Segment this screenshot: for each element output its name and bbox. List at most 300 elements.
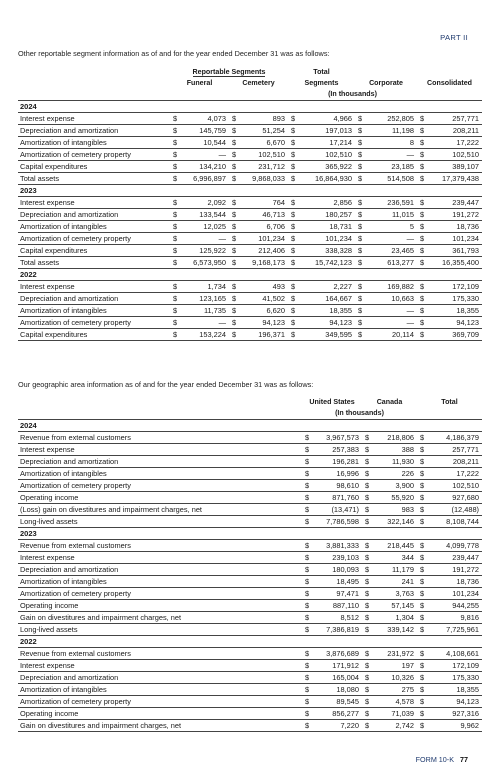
cell-value: (13,471) <box>313 504 362 516</box>
dollar-sign: $ <box>417 648 428 660</box>
row-label: Amortization of intangibles <box>18 684 302 696</box>
cell-value: 94,123 <box>240 317 288 329</box>
dollar-sign: $ <box>170 149 181 161</box>
cell-value: 133,544 <box>181 209 229 221</box>
column-header-consolidated: Consolidated <box>427 79 472 87</box>
dollar-sign: $ <box>355 125 366 137</box>
cell-value: 8,512 <box>313 612 362 624</box>
dollar-sign: $ <box>355 305 366 317</box>
dollar-sign: $ <box>170 113 181 125</box>
cell-value: 101,234 <box>299 233 355 245</box>
cell-value: 164,667 <box>299 293 355 305</box>
cell-value: 4,108,661 <box>428 648 482 660</box>
cell-value: — <box>366 149 417 161</box>
cell-value: 17,379,438 <box>428 173 482 185</box>
dollar-sign: $ <box>170 161 181 173</box>
cell-value: 57,145 <box>373 600 417 612</box>
dollar-sign: $ <box>288 113 299 125</box>
table-row <box>18 113 482 125</box>
cell-value: 8 <box>366 137 417 149</box>
column-header-segments: Segments <box>304 79 339 87</box>
dollar-sign: $ <box>302 432 313 444</box>
dollar-sign: $ <box>170 317 181 329</box>
table-row <box>18 456 482 468</box>
dollar-sign: $ <box>302 588 313 600</box>
cell-value: 3,876,689 <box>313 648 362 660</box>
dollar-sign: $ <box>362 564 373 576</box>
dollar-sign: $ <box>417 125 428 137</box>
table-row <box>18 504 482 516</box>
cell-value: 493 <box>240 281 288 293</box>
dollar-sign: $ <box>355 137 366 149</box>
cell-value: 2,742 <box>373 720 417 732</box>
cell-value: 11,930 <box>373 456 417 468</box>
cell-value: 123,165 <box>181 293 229 305</box>
cell-value: 338,328 <box>299 245 355 257</box>
cell-value: 389,107 <box>428 161 482 173</box>
row-label: Depreciation and amortization <box>18 672 302 684</box>
table-row <box>18 672 482 684</box>
cell-value: 4,073 <box>181 113 229 125</box>
cell-value: 180,257 <box>299 209 355 221</box>
cell-value: 257,771 <box>428 444 482 456</box>
dollar-sign: $ <box>302 672 313 684</box>
cell-value: 365,922 <box>299 161 355 173</box>
dollar-sign: $ <box>288 209 299 221</box>
row-label: Amortization of cemetery property <box>18 149 170 161</box>
dollar-sign: $ <box>362 660 373 672</box>
dollar-sign: $ <box>229 161 240 173</box>
table-row <box>18 552 482 564</box>
cell-value: 101,234 <box>428 233 482 245</box>
table-row <box>18 173 482 185</box>
page-number: 77 <box>460 755 468 764</box>
dollar-sign: $ <box>302 708 313 720</box>
cell-value: 165,004 <box>313 672 362 684</box>
cell-value: 893 <box>240 113 288 125</box>
cell-value: 94,123 <box>299 317 355 329</box>
cell-value: 102,510 <box>240 149 288 161</box>
cell-value: 361,793 <box>428 245 482 257</box>
dollar-sign: $ <box>417 197 428 209</box>
year-label: 2024 <box>18 420 482 432</box>
cell-value: 208,211 <box>428 125 482 137</box>
dollar-sign: $ <box>355 161 366 173</box>
dollar-sign: $ <box>229 233 240 245</box>
row-label: Depreciation and amortization <box>18 456 302 468</box>
geo-intro-text: Our geographic area information as of and for the year ended December 31 was as follows: <box>18 380 314 389</box>
cell-value: 171,912 <box>313 660 362 672</box>
row-label: Amortization of cemetery property <box>18 233 170 245</box>
row-label: (Loss) gain on divestitures and impairment charges, net <box>18 504 302 516</box>
segment-intro-text: Other reportable segment information as of and for the year ended December 31 was as follows: <box>18 49 330 58</box>
dollar-sign: $ <box>362 696 373 708</box>
row-label: Amortization of intangibles <box>18 576 302 588</box>
row-label: Amortization of intangibles <box>18 468 302 480</box>
table-row <box>18 516 482 528</box>
units-label: (In thousands) <box>328 90 377 98</box>
dollar-sign: $ <box>417 660 428 672</box>
dollar-sign: $ <box>288 329 299 341</box>
dollar-sign: $ <box>355 293 366 305</box>
table-row <box>18 612 482 624</box>
cell-value: 7,386,819 <box>313 624 362 636</box>
total-header: Total <box>313 68 330 76</box>
dollar-sign: $ <box>362 672 373 684</box>
dollar-sign: $ <box>417 672 428 684</box>
cell-value: 887,110 <box>313 600 362 612</box>
row-label: Interest expense <box>18 113 170 125</box>
dollar-sign: $ <box>417 720 428 732</box>
year-header-row <box>18 185 482 197</box>
year-label: 2023 <box>18 528 482 540</box>
row-label: Amortization of cemetery property <box>18 317 170 329</box>
part-label: PART II <box>440 33 468 42</box>
cell-value: 6,573,950 <box>181 257 229 269</box>
cell-value: 16,996 <box>313 468 362 480</box>
dollar-sign: $ <box>362 540 373 552</box>
cell-value: 2,856 <box>299 197 355 209</box>
dollar-sign: $ <box>170 125 181 137</box>
row-label: Amortization of intangibles <box>18 221 170 233</box>
cell-value: 20,114 <box>366 329 417 341</box>
dollar-sign: $ <box>229 329 240 341</box>
row-label: Amortization of intangibles <box>18 305 170 317</box>
cell-value: — <box>366 305 417 317</box>
cell-value: 4,099,778 <box>428 540 482 552</box>
row-label: Interest expense <box>18 281 170 293</box>
dollar-sign: $ <box>229 173 240 185</box>
cell-value: 856,277 <box>313 708 362 720</box>
dollar-sign: $ <box>170 137 181 149</box>
cell-value: 231,712 <box>240 161 288 173</box>
dollar-sign: $ <box>302 504 313 516</box>
dollar-sign: $ <box>417 708 428 720</box>
table-row <box>18 492 482 504</box>
table-row <box>18 564 482 576</box>
cell-value: 98,610 <box>313 480 362 492</box>
row-label: Interest expense <box>18 197 170 209</box>
row-label: Depreciation and amortization <box>18 209 170 221</box>
cell-value: 208,211 <box>428 456 482 468</box>
cell-value: 17,222 <box>428 468 482 480</box>
dollar-sign: $ <box>362 432 373 444</box>
dollar-sign: $ <box>229 221 240 233</box>
dollar-sign: $ <box>288 305 299 317</box>
dollar-sign: $ <box>417 173 428 185</box>
cell-value: 10,663 <box>366 293 417 305</box>
dollar-sign: $ <box>355 149 366 161</box>
table-row <box>18 125 482 137</box>
cell-value: 239,447 <box>428 552 482 564</box>
cell-value: — <box>181 233 229 245</box>
dollar-sign: $ <box>170 233 181 245</box>
row-label: Interest expense <box>18 660 302 672</box>
cell-value: 241 <box>373 576 417 588</box>
row-label: Interest expense <box>18 552 302 564</box>
dollar-sign: $ <box>362 468 373 480</box>
row-label: Long-lived assets <box>18 516 302 528</box>
dollar-sign: $ <box>170 281 181 293</box>
dollar-sign: $ <box>302 492 313 504</box>
cell-value: 9,168,173 <box>240 257 288 269</box>
cell-value: 16,864,930 <box>299 173 355 185</box>
cell-value: 18,355 <box>428 684 482 696</box>
cell-value: 239,103 <box>313 552 362 564</box>
cell-value: 23,185 <box>366 161 417 173</box>
dollar-sign: $ <box>417 612 428 624</box>
row-label: Revenue from external customers <box>18 432 302 444</box>
dollar-sign: $ <box>417 281 428 293</box>
row-label: Depreciation and amortization <box>18 564 302 576</box>
cell-value: 339,142 <box>373 624 417 636</box>
column-header-funeral: Funeral <box>186 79 213 87</box>
cell-value: 927,316 <box>428 708 482 720</box>
dollar-sign: $ <box>362 624 373 636</box>
cell-value: — <box>181 317 229 329</box>
table-row <box>18 588 482 600</box>
cell-value: 191,272 <box>428 564 482 576</box>
row-label: Capital expenditures <box>18 161 170 173</box>
cell-value: 871,760 <box>313 492 362 504</box>
cell-value: 6,670 <box>240 137 288 149</box>
year-label: 2023 <box>18 185 482 197</box>
dollar-sign: $ <box>355 221 366 233</box>
dollar-sign: $ <box>302 600 313 612</box>
table-row <box>18 317 482 329</box>
dollar-sign: $ <box>417 137 428 149</box>
dollar-sign: $ <box>362 708 373 720</box>
cell-value: 257,383 <box>313 444 362 456</box>
dollar-sign: $ <box>417 257 428 269</box>
dollar-sign: $ <box>229 257 240 269</box>
cell-value: 349,595 <box>299 329 355 341</box>
cell-value: 12,025 <box>181 221 229 233</box>
row-label: Total assets <box>18 173 170 185</box>
page-footer <box>416 755 468 764</box>
cell-value: 944,255 <box>428 600 482 612</box>
dollar-sign: $ <box>362 588 373 600</box>
cell-value: 275 <box>373 684 417 696</box>
cell-value: 102,510 <box>428 480 482 492</box>
dollar-sign: $ <box>302 468 313 480</box>
cell-value: 9,816 <box>428 612 482 624</box>
dollar-sign: $ <box>229 245 240 257</box>
year-header-row <box>18 528 482 540</box>
dollar-sign: $ <box>417 161 428 173</box>
dollar-sign: $ <box>417 564 428 576</box>
cell-value: 18,495 <box>313 576 362 588</box>
dollar-sign: $ <box>288 161 299 173</box>
cell-value: 322,146 <box>373 516 417 528</box>
cell-value: 7,220 <box>313 720 362 732</box>
cell-value: 94,123 <box>428 696 482 708</box>
cell-value: 101,234 <box>428 588 482 600</box>
dollar-sign: $ <box>417 245 428 257</box>
table-row <box>18 696 482 708</box>
dollar-sign: $ <box>302 540 313 552</box>
row-label: Depreciation and amortization <box>18 293 170 305</box>
dollar-sign: $ <box>288 125 299 137</box>
cell-value: 983 <box>373 504 417 516</box>
dollar-sign: $ <box>170 173 181 185</box>
row-label: Revenue from external customers <box>18 648 302 660</box>
column-header-canada: Canada <box>376 398 403 406</box>
dollar-sign: $ <box>362 456 373 468</box>
cell-value: — <box>366 233 417 245</box>
dollar-sign: $ <box>355 197 366 209</box>
cell-value: 23,465 <box>366 245 417 257</box>
dollar-sign: $ <box>362 480 373 492</box>
dollar-sign: $ <box>288 173 299 185</box>
dollar-sign: $ <box>229 209 240 221</box>
dollar-sign: $ <box>288 317 299 329</box>
dollar-sign: $ <box>355 113 366 125</box>
dollar-sign: $ <box>302 552 313 564</box>
year-label: 2022 <box>18 636 482 648</box>
cell-value: 196,281 <box>313 456 362 468</box>
dollar-sign: $ <box>417 624 428 636</box>
table-row <box>18 660 482 672</box>
cell-value: 613,277 <box>366 257 417 269</box>
cell-value: 11,179 <box>373 564 417 576</box>
dollar-sign: $ <box>355 245 366 257</box>
table-row <box>18 305 482 317</box>
row-label: Gain on divestitures and impairment charges, net <box>18 612 302 624</box>
row-label: Operating income <box>18 600 302 612</box>
table-row <box>18 708 482 720</box>
cell-value: 102,510 <box>299 149 355 161</box>
cell-value: 9,868,033 <box>240 173 288 185</box>
table-row <box>18 197 482 209</box>
dollar-sign: $ <box>302 720 313 732</box>
dollar-sign: $ <box>362 504 373 516</box>
dollar-sign: $ <box>288 221 299 233</box>
dollar-sign: $ <box>229 125 240 137</box>
table-row <box>18 480 482 492</box>
cell-value: 3,900 <box>373 480 417 492</box>
cell-value: 94,123 <box>428 317 482 329</box>
year-header-row <box>18 101 482 113</box>
cell-value: 1,734 <box>181 281 229 293</box>
cell-value: 344 <box>373 552 417 564</box>
cell-value: 102,510 <box>428 149 482 161</box>
dollar-sign: $ <box>417 552 428 564</box>
cell-value: 196,371 <box>240 329 288 341</box>
cell-value: 218,445 <box>373 540 417 552</box>
dollar-sign: $ <box>302 612 313 624</box>
table-row <box>18 468 482 480</box>
cell-value: 257,771 <box>428 113 482 125</box>
row-label: Depreciation and amortization <box>18 125 170 137</box>
cell-value: 191,272 <box>428 209 482 221</box>
cell-value: 197,013 <box>299 125 355 137</box>
dollar-sign: $ <box>229 281 240 293</box>
segment-table <box>18 67 482 341</box>
dollar-sign: $ <box>302 684 313 696</box>
dollar-sign: $ <box>417 480 428 492</box>
year-header-row <box>18 636 482 648</box>
year-header-row <box>18 269 482 281</box>
dollar-sign: $ <box>170 209 181 221</box>
dollar-sign: $ <box>417 492 428 504</box>
cell-value: 175,330 <box>428 293 482 305</box>
table-row <box>18 684 482 696</box>
cell-value: 2,227 <box>299 281 355 293</box>
cell-value: 3,881,333 <box>313 540 362 552</box>
dollar-sign: $ <box>302 576 313 588</box>
cell-value: 18,731 <box>299 221 355 233</box>
dollar-sign: $ <box>355 209 366 221</box>
dollar-sign: $ <box>170 221 181 233</box>
dollar-sign: $ <box>417 113 428 125</box>
dollar-sign: $ <box>229 197 240 209</box>
table-row <box>18 209 482 221</box>
cell-value: 51,254 <box>240 125 288 137</box>
dollar-sign: $ <box>302 480 313 492</box>
cell-value: 6,706 <box>240 221 288 233</box>
segment-units-row <box>18 89 482 101</box>
cell-value: 46,713 <box>240 209 288 221</box>
year-header-row <box>18 420 482 432</box>
dollar-sign: $ <box>362 552 373 564</box>
table-row <box>18 281 482 293</box>
cell-value: 153,224 <box>181 329 229 341</box>
cell-value: 514,508 <box>366 173 417 185</box>
dollar-sign: $ <box>417 600 428 612</box>
cell-value: 9,962 <box>428 720 482 732</box>
dollar-sign: $ <box>417 540 428 552</box>
dollar-sign: $ <box>417 444 428 456</box>
dollar-sign: $ <box>417 149 428 161</box>
dollar-sign: $ <box>417 684 428 696</box>
cell-value: 7,786,598 <box>313 516 362 528</box>
dollar-sign: $ <box>288 257 299 269</box>
cell-value: 97,471 <box>313 588 362 600</box>
cell-value: 125,922 <box>181 245 229 257</box>
dollar-sign: $ <box>170 329 181 341</box>
cell-value: 18,355 <box>299 305 355 317</box>
cell-value: 212,406 <box>240 245 288 257</box>
dollar-sign: $ <box>288 245 299 257</box>
dollar-sign: $ <box>362 516 373 528</box>
dollar-sign: $ <box>302 660 313 672</box>
cell-value: 1,304 <box>373 612 417 624</box>
cell-value: 2,092 <box>181 197 229 209</box>
dollar-sign: $ <box>355 257 366 269</box>
cell-value: 17,222 <box>428 137 482 149</box>
row-label: Amortization of cemetery property <box>18 588 302 600</box>
dollar-sign: $ <box>355 281 366 293</box>
cell-value: 55,920 <box>373 492 417 504</box>
cell-value: (12,488) <box>428 504 482 516</box>
cell-value: 17,214 <box>299 137 355 149</box>
cell-value: 8,108,744 <box>428 516 482 528</box>
row-label: Long-lived assets <box>18 624 302 636</box>
dollar-sign: $ <box>417 456 428 468</box>
geo-units-row <box>18 408 482 420</box>
cell-value: 927,680 <box>428 492 482 504</box>
dollar-sign: $ <box>170 257 181 269</box>
table-row <box>18 233 482 245</box>
cell-value: 11,735 <box>181 305 229 317</box>
table-row <box>18 444 482 456</box>
dollar-sign: $ <box>229 149 240 161</box>
dollar-sign: $ <box>417 209 428 221</box>
dollar-sign: $ <box>417 329 428 341</box>
row-label: Interest expense <box>18 444 302 456</box>
table-row <box>18 624 482 636</box>
